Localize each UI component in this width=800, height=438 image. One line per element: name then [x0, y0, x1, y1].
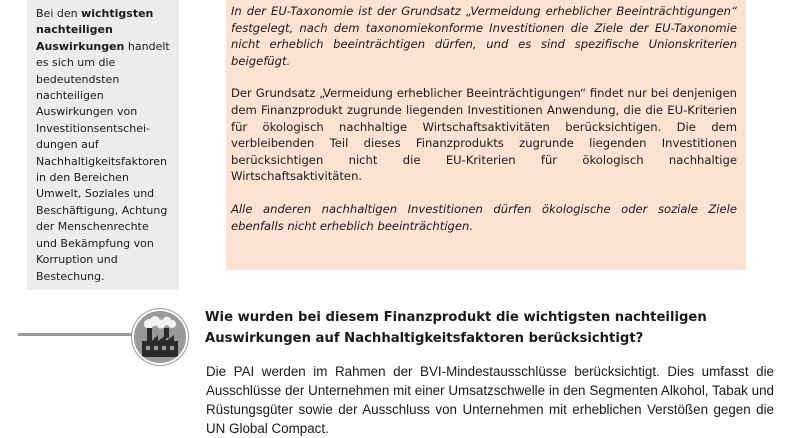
factory-pollution-icon — [132, 309, 188, 365]
sidebar-text: handelt es sich um die bedeutendsten nachteiligen Auswirkungen von Investitionsentschei-dungen auf Nachhaltigkeitsfaktoren in den Bereichen Umwelt, Soziales und Beschäftigung, Achtung der Menschenrechte und Bekämpfung von Korruption und Bestechung. — [36, 39, 170, 283]
dnsh-info-box — [226, 0, 746, 270]
taxonomy-paragraph: In der EU-Taxonomie ist der Grundsatz „Vermeidung erheblicher Beeinträchtigungen“ festgelegt, nach dem taxonomiekonforme Investitionen die Ziele der EU-Taxonomie nicht erheblich beeinträchtigen dürfen, und es sind spezifische Unionskriterien beigefügt. — [231, 4, 737, 68]
dnsh-principle-paragraph: Der Grundsatz „Vermeidung erheblicher Beeinträchtigungen“ findet nur bei denjenigen dem Finanzprodukt zugrunde liegenden Investitionen Anwendung, die die EU-Kriterien für ökologisch nachhaltige Wirtschaftsaktivitäten berücksichtigen. Die dem verbleibenden Teil dieses Finanzprodukts zugrunde liegenden Investitionen berücksichtigen nicht die EU-Kriterien für ökologisch nachhaltige Wirtschaftsaktivitäten. — [231, 86, 737, 184]
definition-sidebar — [27, 0, 179, 290]
sidebar-intro: Bei den — [36, 7, 82, 20]
section-question-heading: Wie wurden bei diesem Finanzprodukt die wichtigsten nachteiligen Auswirkungen auf Nachhaltigkeitsfaktoren berücksichtigt? — [205, 310, 707, 346]
section-divider-line — [18, 333, 142, 336]
section-answer-text: Die PAI werden im Rahmen der BVI-Mindestausschlüsse berücksichtigt. Dies umfasst die Ausschlüsse der Unternehmen mit einer Umsatzschwelle in den Segmenten Alkohol, Tabak und Rüstungsgüter sowie der Ausschluss von Unternehmen mit erheblichen Verstößen gegen die UN Global Compact. — [206, 364, 774, 436]
other-investments-paragraph: Alle anderen nachhaltigen Investitionen dürfen ökologische oder soziale Ziele ebenfalls nicht erheblich beeinträchtigen. — [231, 201, 737, 233]
sidebar-bold-term: wichtigsten nachteiligen Auswirkungen — [36, 7, 154, 53]
